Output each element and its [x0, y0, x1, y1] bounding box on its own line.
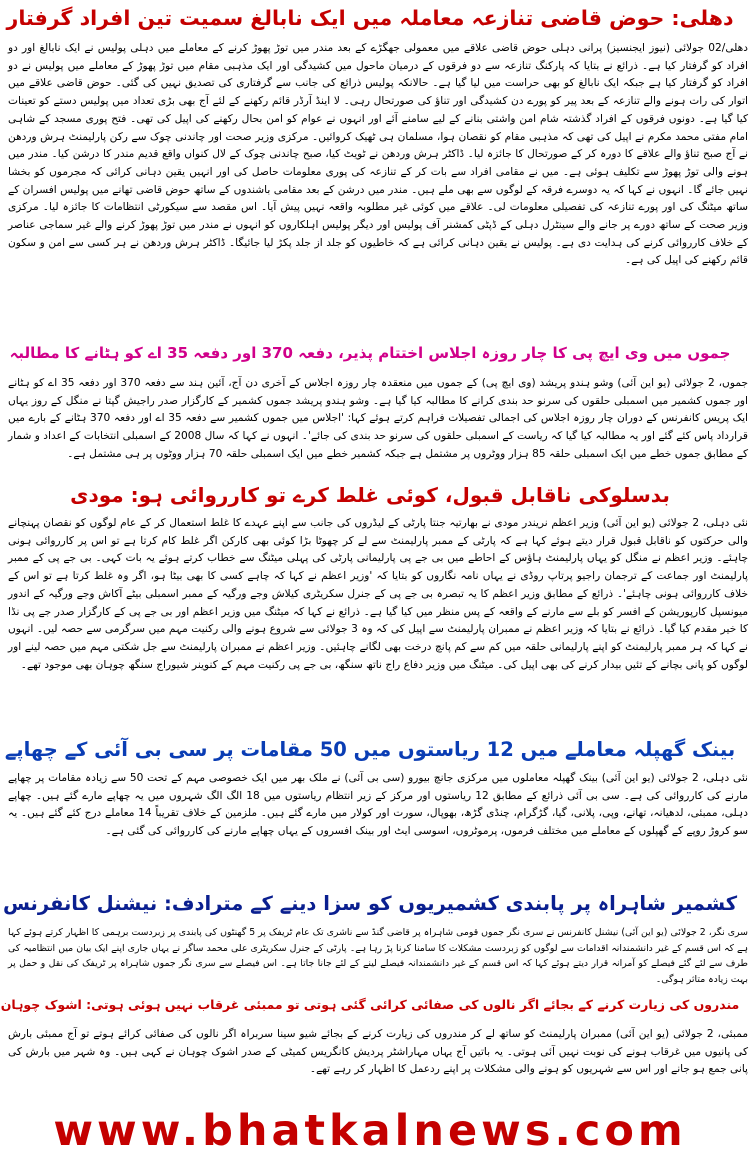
article-body-cbi-raids: نئی دہلی، 2 جولائی (یو این آئی) بینک گھپلہ معاملوں میں مرکزی جانچ بیورو (سی بی آئی) نے ملک بھر میں ایک خصوصی مہم کے تحت 50 سے زیادہ مقامات پر چھاپے مارنے کی کارروائی کی ہے۔ سی بی آئی ذرائع کے مطابق 12 ریاستوں اور مرکز کے زیر انتظام ریاستوں میں 18 الگ الگ شہروں میں یہ چھاپے مارے گئے ہیں۔ چھاپے دہلی، ممبئی، لدھیانہ، تھانے، وپی، پلانی، گیا، گڑگرام، چنڈی گڑھ، بھوپال، سورت اور کولار میں مارے گئے ہیں۔ ملزمین کے خلاف تقریباً 14 معاملے درج کئے گئے ہیں۔ یہ سو کروڑ روپے کے گھپلوں کے معاملے میں مختلف فرموں، پرموٹروں، اسوسی ایٹ اور بینک افسروں کے یہاں چھاپے مارنے کی کارروائی کی گئی ہے۔ [8, 772, 749, 838]
headline-ashok-chavan: مندروں کی زیارت کرنے کے بجائے اگر نالوں کی صفائی کرائی گئی ہوتی تو ممبئی غرقاب نہیں ہوئی ہوتی: اشوک چوہان [0, 997, 740, 1012]
footer-site-url[interactable]: www.bhatkalnews.com [53, 1106, 687, 1156]
article-body-vhp-jammu: جموں، 2 جولائی (یو این آئی) وشو ہندو پریشد (وی ایچ پی) کے جموں میں منعقدہ چار روزہ اجلاس کے آخری دن آج، آئین ہند سے دفعہ 370 اور دفعہ 35 اے کو ہٹانے اور جموں کشمیر میں اسمبلی حلقوں کی سرنو حد بندی کرانے کا مطالبہ کیا گیا ہے۔ وشو ہندو پریشد جموں کشمیر کے کارگزار صدر راجیش گپتا نے منگل کے روز یہاں ایک پریس کانفرنس کے دوران چار روزہ اجلاس کی اجمالی تفصیلات فراہم کرتے ہوئے کہا: 'اجلاس میں جموں کشمیر سے دفعہ 35 اے اور دفعہ 370 ہٹانے کے بارے میں قرارداد پاس کئے گئے اور یہ مطالبہ کیا گیا کہ ریاست کے اسمبلی حلقوں کی سرنو حد بندی کی جائے'۔ انہوں نے کہا کہ سال 2008 کے اسمبلی انتخابات کے اعداد و شمار کے مطابق جموں خطے میں ایک اسمبلی حلقہ 85 ہزار ووٹروں پر مشتمل ہے جبکہ کشمیر خطے میں ایک اسمبلی حلقہ 70 ہزار ووٹوں پر ہی مشتمل ہے۔ [8, 377, 748, 460]
article-body-delhi-hauz-qazi: دھلی/02 جولائی (نیوز ایجنسیز) پرانی دہلی حوض قاضی علاقے میں معمولی جھگڑے کے بعد مندر میں توڑ پھوڑ کرنے کے معاملے میں دہلی پولیس نے ایک نابالغ اور دو افراد کو گرفتار کیا ہے۔ ذرائع نے بتایا کہ پارکنگ تنازعہ سے دو فرقوں کے درمیان ماحول میں کشیدگی اور ایک مذہبی مقام میں توڑ پھوڑ کے معاملے میں پولیس نے دو افراد کو گرفتار کیا ہے جبکہ ایک نابالغ کو بھی حراست میں لیا گیا ہے۔ حالانکہ پولیس ذرائع کی جانب سے گرفتاری کی تصدیق نہیں کی گئی۔ حوض قاضی علاقے میں اتوار کی رات ہونے والے تنازعہ کے بعد پیر کو پورے دن کشیدگی اور تناؤ کی صورتحال رہی۔ لا اینڈ آرڈر قائم رکھنے کے لئے آج بھی بڑی تعداد میں پولیس دستے کو تعینات کیا گیا ہے۔ دونوں فرقوں کے افراد گذشتہ شام امن واشتی بنانے کے لیے سامنے آئے اور انہوں نے عوام کو امن بحال رکھنے کی اپیل کی تھی۔ فتح پوری مسجد کے شاہی امام مفتی محمد مکرم نے اپیل کی تھی کہ مذہبی مقام کو نقصان ہوا، مسلمان ہی ٹھیک کروائیں۔ مرکزی وزیر صحت اور چاندنی چوک سے رکن پارلیمنٹ ہرش وردھن نے آج صبح تناؤ والے علاقے کا دورہ کر کے صورتحال کا جائزہ لیا۔ ڈاکٹر ہرش وردھن نے ٹویٹ کیا، صبح چاندنی چوک کے لال کنواں واقع قدیم مندر کا درشن کیا۔ مندر میں ہونے والی توڑ پھوڑ سے تکلیف ہوئی ہے۔ میں نے مقامی افراد سے بات کر کے تنازعہ کی پوری معلومات حاصل کی اور انہیں یقین دہانی کرائی کہ مجرموں کو بخشا نہیں جائے گا۔ انہوں نے کہا کہ یہ دوسرے فرقہ کے لوگوں سے بھی ملے ہیں۔ مندر میں درشن کے بعد مقامی باشندوں کے ساتھ حوض قاضی تھانے میں پولیس افسران کے ساتھ میٹنگ کی اور پورے تنازعہ کی تفصیلی معلومات لی۔ علاقے میں کوئی غیر مطلوبہ واقعہ نہیں پیش آیا۔ اس مقصد سے سیکورٹی انتظامات کا جائزہ لیا۔ مرکزی وزیر صحت کے ساتھ دورے پر جانے والے سینٹرل دہلی کے ڈپٹی کمشنر آف پولیس اور دیگر پولیس اہلکاروں کو انہوں نے مندر میں توڑ پھوڑ کرنے والے غیر سماجی عناصر کے خلاف کارروائی کرنے کی ہدایت دی ہے۔ پولیس نے یقین دہانی کرائی ہے کہ خاطیوں کو جلد از جلد پکڑ لیا جائیگا۔ ڈاکٹر ہرش وردھن نے ہر کسی سے امن و سکون قائم رکھنے کی اپیل کی ہے۔ [8, 42, 748, 267]
article-body-ashok-chavan: ممبئی، 2 جولائی (یو این آئی) ممبران پارلیمنٹ کو ساتھ لے کر مندروں کی زیارت کرنے کے بجائے شیو سینا سربراہ اگر نالوں کی صفائی کرائے ہوتے تو آج ممبئی بارش کی پانیوں میں غرقاب ہونے کی نوبت نہیں آئی ہوتی۔ یہ باتیں آج یہاں مہاراشٹر پردیش کانگریس کمیٹی کے صدر اشوک چوہان نے کہی ہیں۔ وہ شہر میں بارش کی پانی جمع ہو جانے اور اس سے شہریوں کو ہونے والی مشکلات پر اپنے ردعمل کا اظہار کر رہے تھے۔ [8, 1028, 748, 1076]
headline-delhi-hauz-qazi: دھلی: حوض قاضی تنازعہ معاملہ میں ایک نابالغ سمیت تین افراد گرفتار [6, 6, 734, 30]
headline-cbi-raids: بینک گھپلہ معاملے میں 12 ریاستوں میں 50 مقامات پر سی بی آئی کے چھاپے [4, 738, 736, 761]
headline-kashmir-highway: کشمیر شاہراہ پر پابندی کشمیریوں کو سزا دینے کے مترادف: نیشنل کانفرنس [2, 892, 738, 915]
headline-modi-misconduct: بدسلوکی ناقابل قبول، کوئی غلط کرے تو کارروائی ہو: مودی [70, 483, 670, 507]
article-body-kashmir-highway: سری نگر، 2 جولائی (یو این آئی) نیشنل کانفرنس نے سری نگر جموں قومی شاہراہ پر قاضی گنڈ سے ناشری تک عام ٹریفک پر 5 گھنٹوں کی پابندی پر زبردست برہمی کا اظہار کرتے ہوئے کہا ہے کہ اس قسم کے غیر دانشمندانہ اقدامات سے لوگوں کو زبردست مشکلات کا سامنا کرنا پڑ رہا ہے۔ پارٹی کے جنرل سکریٹری علی محمد ساگر نے یہاں جاری اپنے ایک بیان میں انتظامیہ کی طرف سے لئے گئے فیصلے کو آمرانہ قرار دیتے ہوئے کہا کہ اس قسم کے غیر دانشمندانہ فیصلے لینے کے لئے جانا جاتا ہے۔ اس فیصلے سے سری نگر جموں شاہراہ پر ٹریفک کی نقل و حمل پر بہت زیادہ متاثر ہوگی۔ [8, 927, 748, 985]
article-body-modi-misconduct: نئی دہلی، 2 جولائی (یو این آئی) وزیر اعظم نریندر مودی نے بھارتیہ جنتا پارٹی کے لیڈروں کی جانب سے اپنے عہدے کا غلط استعمال کر کے عام لوگوں کو نقصان پہنچانے والی حرکتوں کو ناقابل قبول قرار دیتے ہوئے کہا ہے کہ پارٹی کے ممبر پارلیمنٹ سے لے کر چھوٹا بڑا کوئی بھی کارکن اگر غلط کام کرتا ہے تو اس پر کارروائی ہونی چاہئے۔ وزیر اعظم نے منگل کو یہاں پارلیمنٹ ہاؤس کے احاطے میں بی جے پی پارلیمانی پارٹی کی پہلی میٹنگ سے خطاب کرتے ہوئے یہ بات کہی۔ بی جے پی کے ممبر پارلیمنٹ اور جماعت کے ترجمان راجیو پرتاپ روڈی نے یہاں نامہ نگاروں کو بتایا کہ 'وزیر اعظم نے کہا کہ چاہے کسی کا بھی بیٹا ہو، اگر وہ غلط کرتا ہے تو اس کے خلاف کارروائی ہونی چاہئے'۔ ذرائع کے مطابق وزیر اعظم کا یہ تبصرہ بی جے پی کے جنرل سکریٹری کیلاش وجے ورگیہ کے ممبر اسمبلی بیٹے آکاش وجے ورگیہ کے اندور میونسپل کارپوریشن کے افسر کو بلے سے مارنے کے واقعہ کے پس منظر میں کیا گیا ہے۔ ذرائع نے کہا کہ میٹنگ میں وزیر اعظم اور بی جے پی کے کارگزار صدر جے پی نڈا کا خیر مقدم کیا گیا۔ ذرائع نے بتایا کہ وزیر اعظم نے ممبران پارلیمنٹ سے اپیل کی کہ وہ 3 جولائی سے شروع ہونے والی رکنیت مہم میں سرگرمی سے حصہ لیں۔ انہوں نے کہا کہ ہر ممبر پارلیمنٹ کو اپنے پارلیمانی حلقہ میں کم سے کم پانچ درخت بھی لگانے چاہئیں۔ وزیر اعظم نے ممبران پارلیمنٹ سے جل شکتی مہم میں حصہ لینے اور لوگوں کو پانی بچانے کے تئیں بیدار کرنے کی بھی اپیل کی۔ میٹنگ میں وزیر دفاع راج ناتھ سنگھ، بی جے پی رکنیت مہم کے کنوینر شیوراج سنگھ چوہان بھی موجود تھے۔ [8, 517, 749, 671]
headline-vhp-jammu: جموں میں وی ایچ پی کا چار روزہ اجلاس اختتام پذیر، دفعہ 370 اور دفعہ 35 اے کو ہٹانے کا مطالبہ [9, 344, 731, 362]
